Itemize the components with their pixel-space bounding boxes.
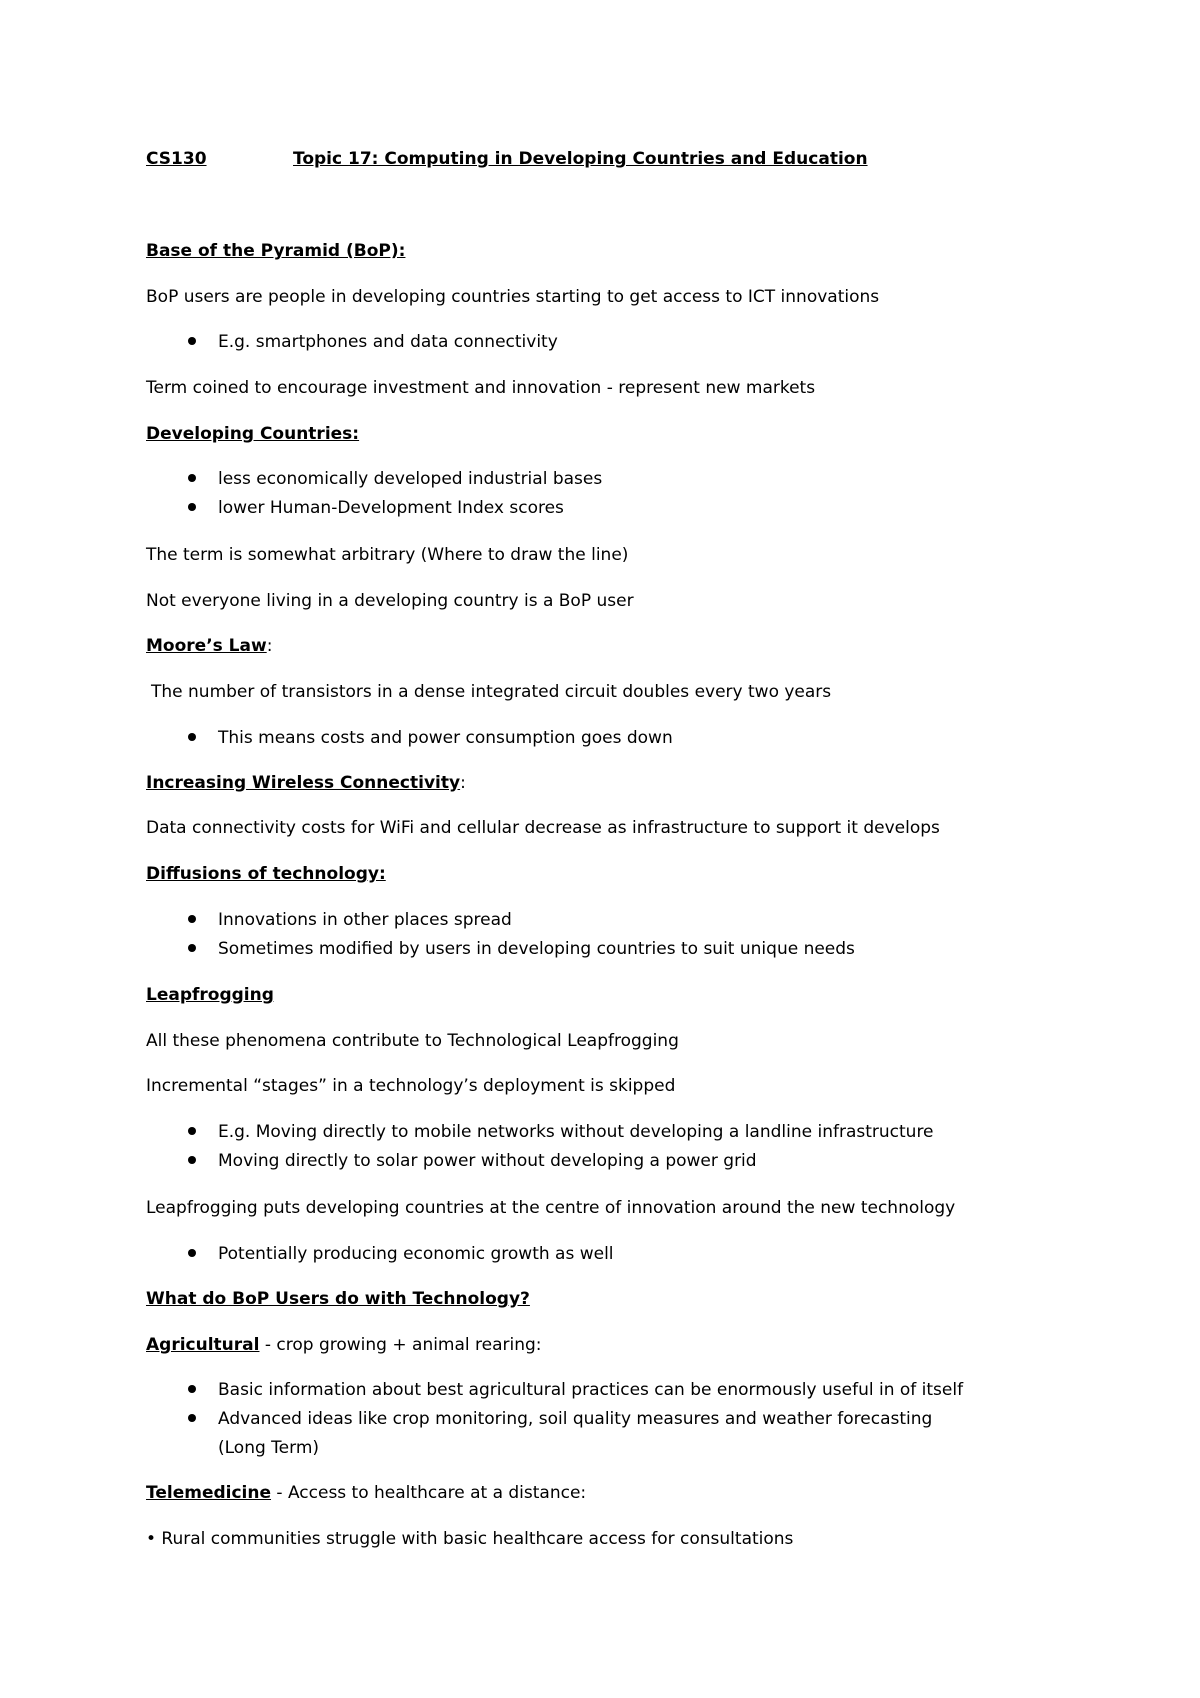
list-item: Innovations in other places spread bbox=[218, 910, 512, 930]
section-heading-wireless: Increasing Wireless Connectivity: bbox=[146, 773, 466, 793]
section-heading-moore: Moore’s Law: bbox=[146, 636, 273, 656]
bullet-icon bbox=[188, 1156, 196, 1164]
paragraph: All these phenomena contribute to Technological Leapfrogging bbox=[146, 1031, 679, 1051]
paragraph: Not everyone living in a developing country is a BoP user bbox=[146, 591, 634, 611]
paragraph: Data connectivity costs for WiFi and cellular decrease as infrastructure to support it develops bbox=[146, 818, 940, 838]
section-heading-telemedicine: Telemedicine - Access to healthcare at a distance: bbox=[146, 1483, 587, 1503]
bullet-icon bbox=[188, 1385, 196, 1393]
bullet-icon bbox=[188, 337, 196, 345]
list-item: Sometimes modified by users in developing countries to suit unique needs bbox=[218, 939, 855, 959]
section-heading-leapfrogging: Leapfrogging bbox=[146, 985, 274, 1005]
list-item: less economically developed industrial bases bbox=[218, 469, 603, 489]
bullet-icon bbox=[188, 915, 196, 923]
paragraph: Term coined to encourage investment and innovation - represent new markets bbox=[146, 378, 816, 398]
paragraph: The number of transistors in a dense integrated circuit doubles every two years bbox=[151, 682, 832, 702]
bullet-icon bbox=[188, 474, 196, 482]
list-item: Advanced ideas like crop monitoring, soil quality measures and weather forecasting bbox=[218, 1409, 933, 1429]
list-item-continuation: (Long Term) bbox=[218, 1438, 320, 1458]
bullet-icon bbox=[188, 1127, 196, 1135]
section-heading-uses: What do BoP Users do with Technology? bbox=[146, 1289, 530, 1309]
paragraph: BoP users are people in developing countries starting to get access to ICT innovations bbox=[146, 287, 880, 307]
list-item: E.g. smartphones and data connectivity bbox=[218, 332, 558, 352]
bullet-icon bbox=[188, 733, 196, 741]
list-item: Basic information about best agricultural practices can be enormously useful in of itself bbox=[218, 1380, 964, 1400]
list-item: E.g. Moving directly to mobile networks without developing a landline infrastructure bbox=[218, 1122, 934, 1142]
bullet-icon bbox=[188, 1414, 196, 1422]
list-item: Moving directly to solar power without developing a power grid bbox=[218, 1151, 757, 1171]
paragraph: Incremental “stages” in a technology’s deployment is skipped bbox=[146, 1076, 676, 1096]
section-heading-bop: Base of the Pyramid (BoP): bbox=[146, 241, 406, 261]
bullet-icon bbox=[188, 503, 196, 511]
bullet-icon bbox=[188, 1249, 196, 1257]
page-title: Topic 17: Computing in Developing Countries and Education bbox=[293, 149, 868, 169]
paragraph: The term is somewhat arbitrary (Where to draw the line) bbox=[146, 545, 629, 565]
list-item: lower Human-Development Index scores bbox=[218, 498, 564, 518]
section-heading-diffusion: Diffusions of technology: bbox=[146, 864, 386, 884]
section-heading-developing: Developing Countries: bbox=[146, 424, 360, 444]
bullet-icon bbox=[188, 944, 196, 952]
list-item: Potentially producing economic growth as well bbox=[218, 1244, 614, 1264]
paragraph: • Rural communities struggle with basic healthcare access for consultations bbox=[146, 1529, 794, 1549]
course-code: CS130 bbox=[146, 149, 207, 169]
paragraph: Leapfrogging puts developing countries at the centre of innovation around the new technology bbox=[146, 1198, 956, 1218]
section-heading-agricultural: Agricultural - crop growing + animal rearing: bbox=[146, 1335, 542, 1355]
list-item: This means costs and power consumption goes down bbox=[218, 728, 673, 748]
